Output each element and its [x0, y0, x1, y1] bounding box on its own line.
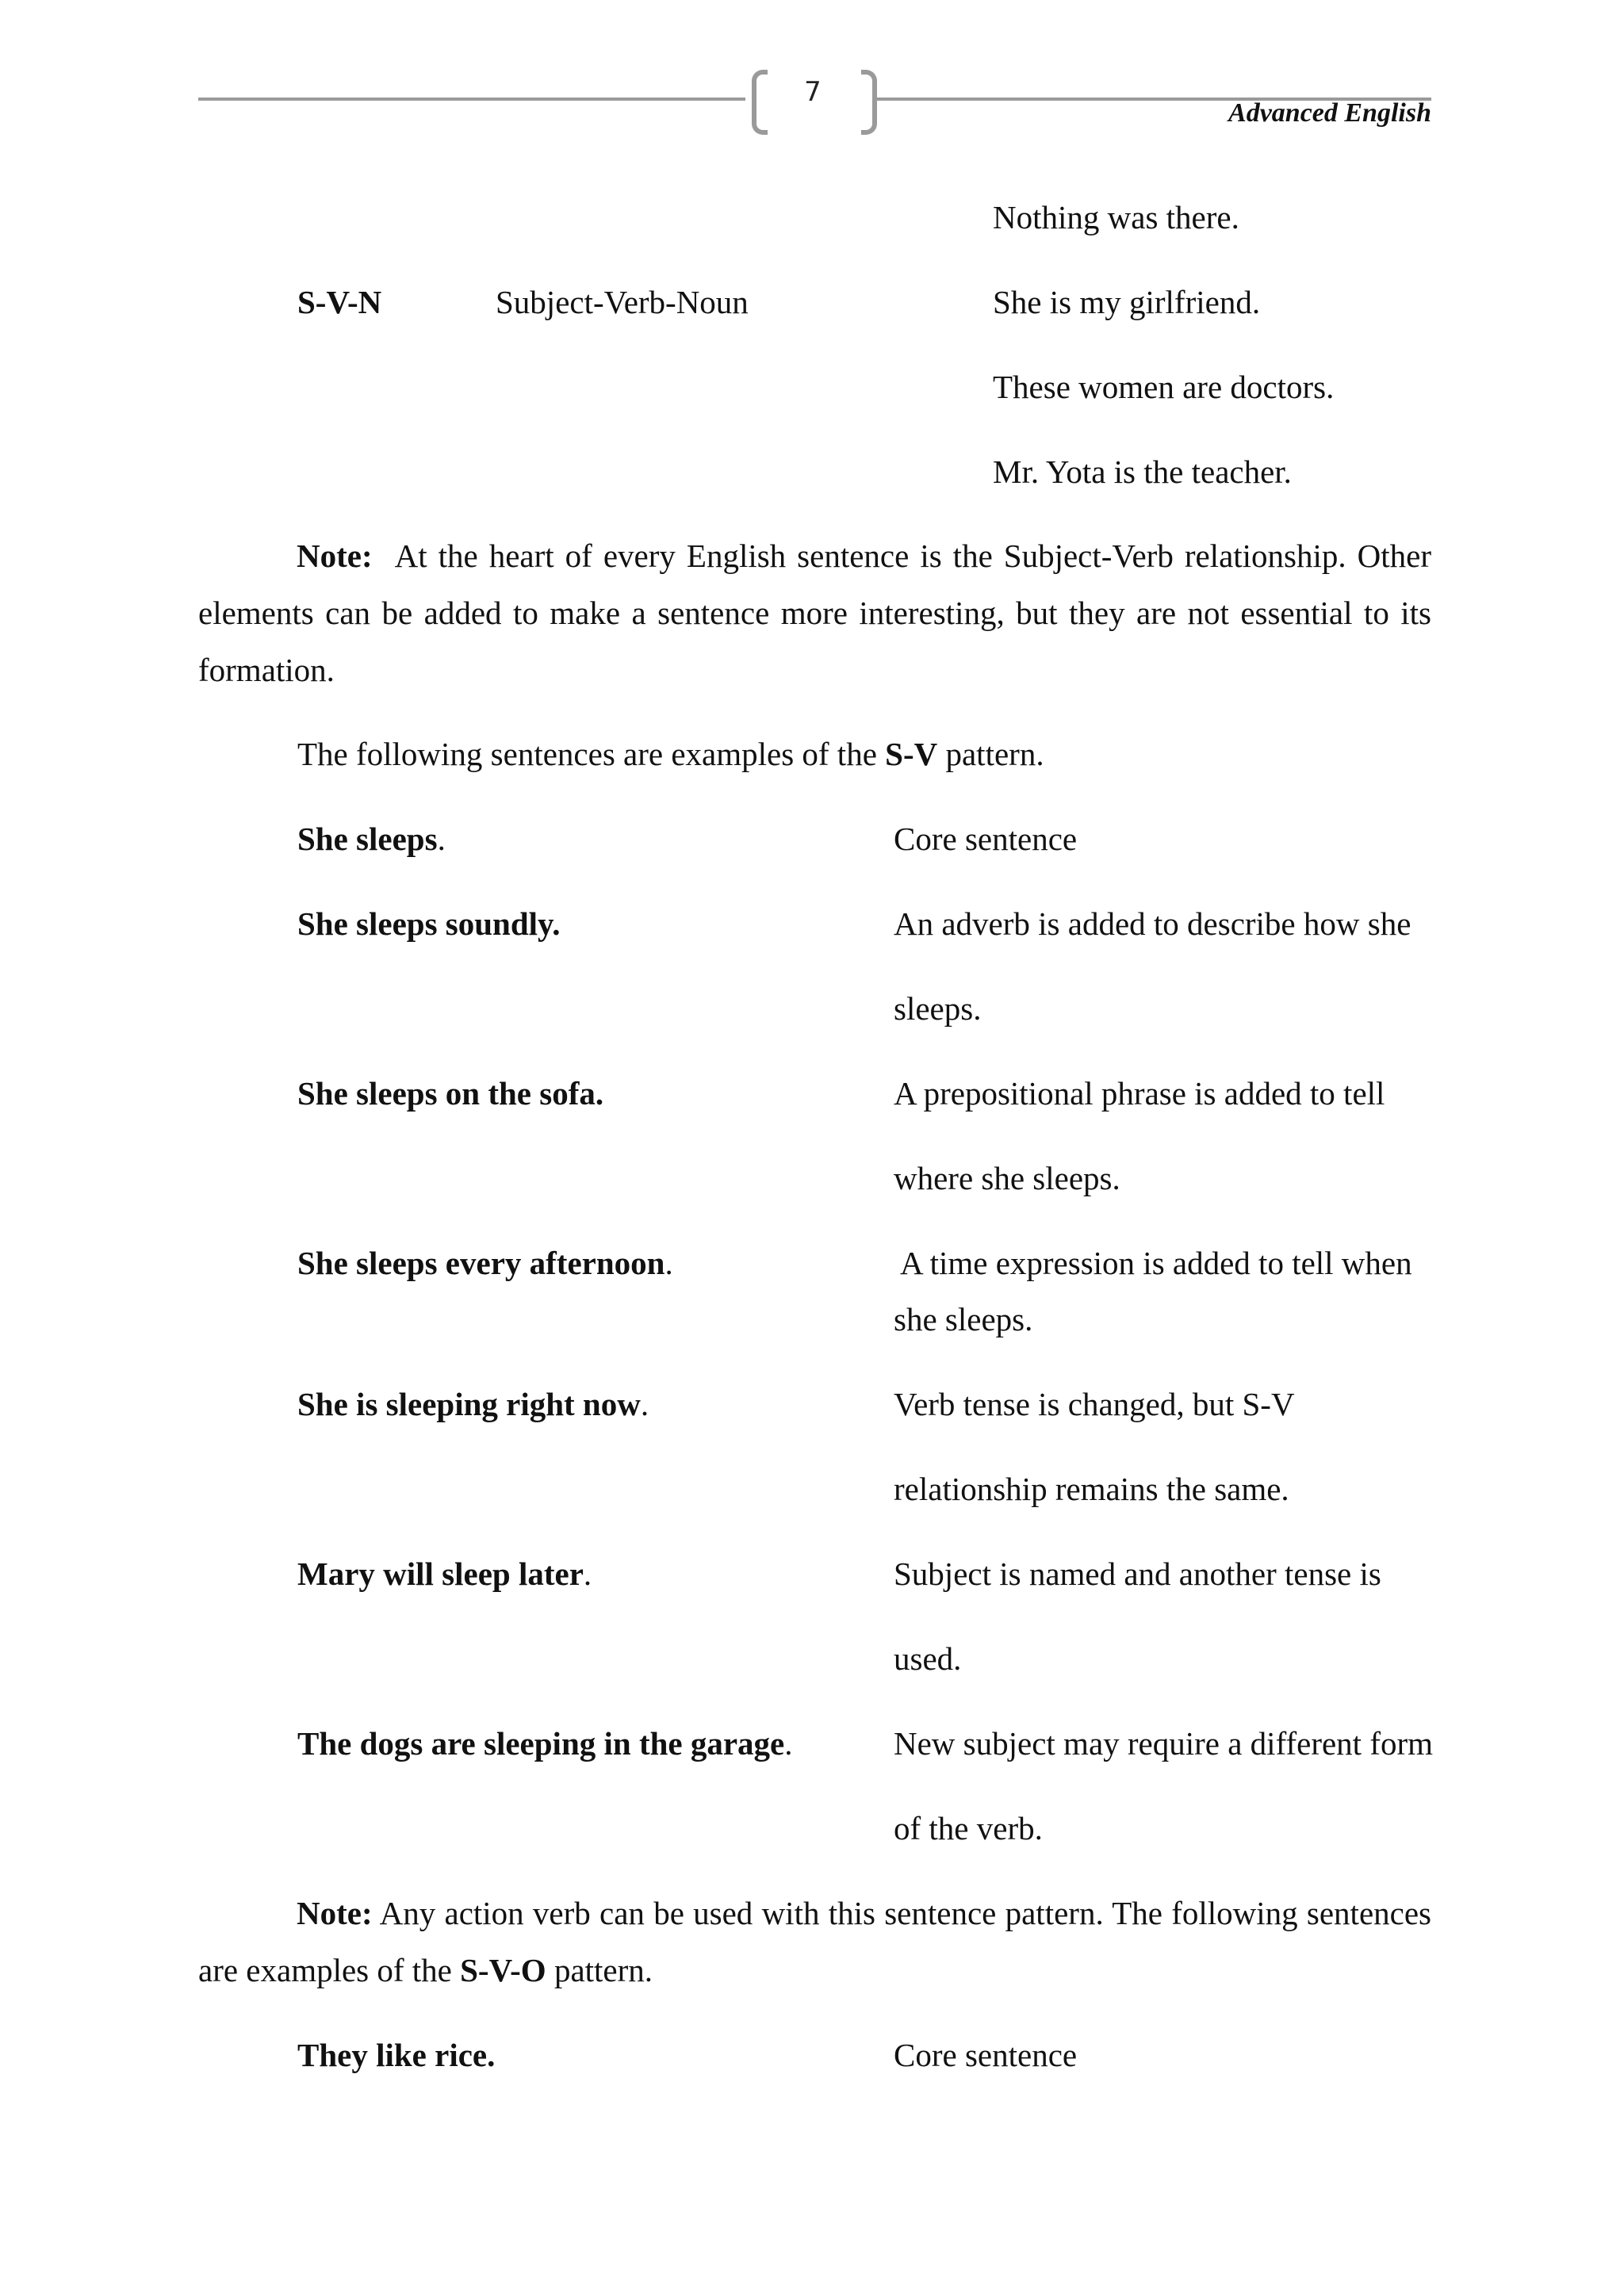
note-paragraph-1 [198, 527, 1431, 698]
note-label: Note: [297, 1895, 373, 1931]
sv-description-cont: she sleeps. [894, 1301, 1033, 1337]
note-label: Note: [297, 538, 373, 574]
svo-description: Core sentence [894, 2037, 1078, 2073]
svn-example-1: She is my girlfriend. [993, 284, 1261, 320]
sv-intro-end: pattern. [937, 736, 1044, 772]
svn-pattern-code: S-V-N [297, 284, 382, 320]
sv-description: New subject may require a different form [894, 1725, 1434, 1762]
sv-description-cont: where she sleeps. [894, 1160, 1120, 1196]
page-number-bracket-right [861, 70, 877, 135]
header-rule-left [198, 98, 745, 101]
svo-pattern-label: S-V-O [460, 1952, 546, 1988]
note-text: Any action verb can be used with this sentence pattern. The following sentences are examples of the [198, 1895, 1431, 1988]
sv-description: A prepositional phrase is added to tell [894, 1075, 1385, 1112]
sv-description: An adverb is added to describe how she [894, 905, 1411, 942]
sv-sentence: Mary will sleep later. [297, 1556, 592, 1592]
note-paragraph-2 [198, 1885, 1431, 1999]
sv-sentence: She sleeps. [297, 821, 446, 857]
sv-description: Verb tense is changed, but S-V [894, 1386, 1295, 1422]
sv-description-cont: sleeps. [894, 990, 982, 1027]
svn-pattern-name: Subject-Verb-Noun [496, 284, 749, 320]
sv-sentence: She sleeps soundly. [297, 905, 561, 942]
page-number: 7 [804, 76, 822, 108]
sv-description: A time expression is added to tell when [894, 1245, 1412, 1281]
svn-example-2: These women are doctors. [993, 369, 1335, 405]
sv-sentence: She is sleeping right now. [297, 1386, 649, 1422]
sv-intro-text: The following sentences are examples of the [297, 736, 886, 772]
sv-sentence: She sleeps on the sofa. [297, 1075, 604, 1112]
note-text: At the heart of every English sentence is the Subject-Verb relationship. Other elements can be added to make a sentence more interesting, but they are not essential to its formation. [198, 538, 1431, 688]
sv-description: Core sentence [894, 821, 1078, 857]
sv-pattern-label: S-V [885, 736, 938, 772]
sv-intro [297, 725, 1044, 783]
svn-example-3: Mr. Yota is the teacher. [993, 453, 1292, 490]
sv-description-cont: used. [894, 1640, 962, 1677]
note-text-end: pattern. [546, 1952, 653, 1988]
sv-sentence: She sleeps every afternoon. [297, 1245, 673, 1281]
sv-description-cont: relationship remains the same. [894, 1471, 1289, 1507]
svo-sentence: They like rice. [297, 2037, 496, 2073]
svn-example-nothing: Nothing was there. [993, 199, 1239, 235]
page-number-bracket-left [752, 70, 768, 135]
sv-sentence: The dogs are sleeping in the garage. [297, 1725, 793, 1762]
running-title: Advanced English [1228, 98, 1431, 128]
sv-description-cont: of the verb. [894, 1810, 1043, 1846]
sv-description: Subject is named and another tense is [894, 1556, 1381, 1592]
